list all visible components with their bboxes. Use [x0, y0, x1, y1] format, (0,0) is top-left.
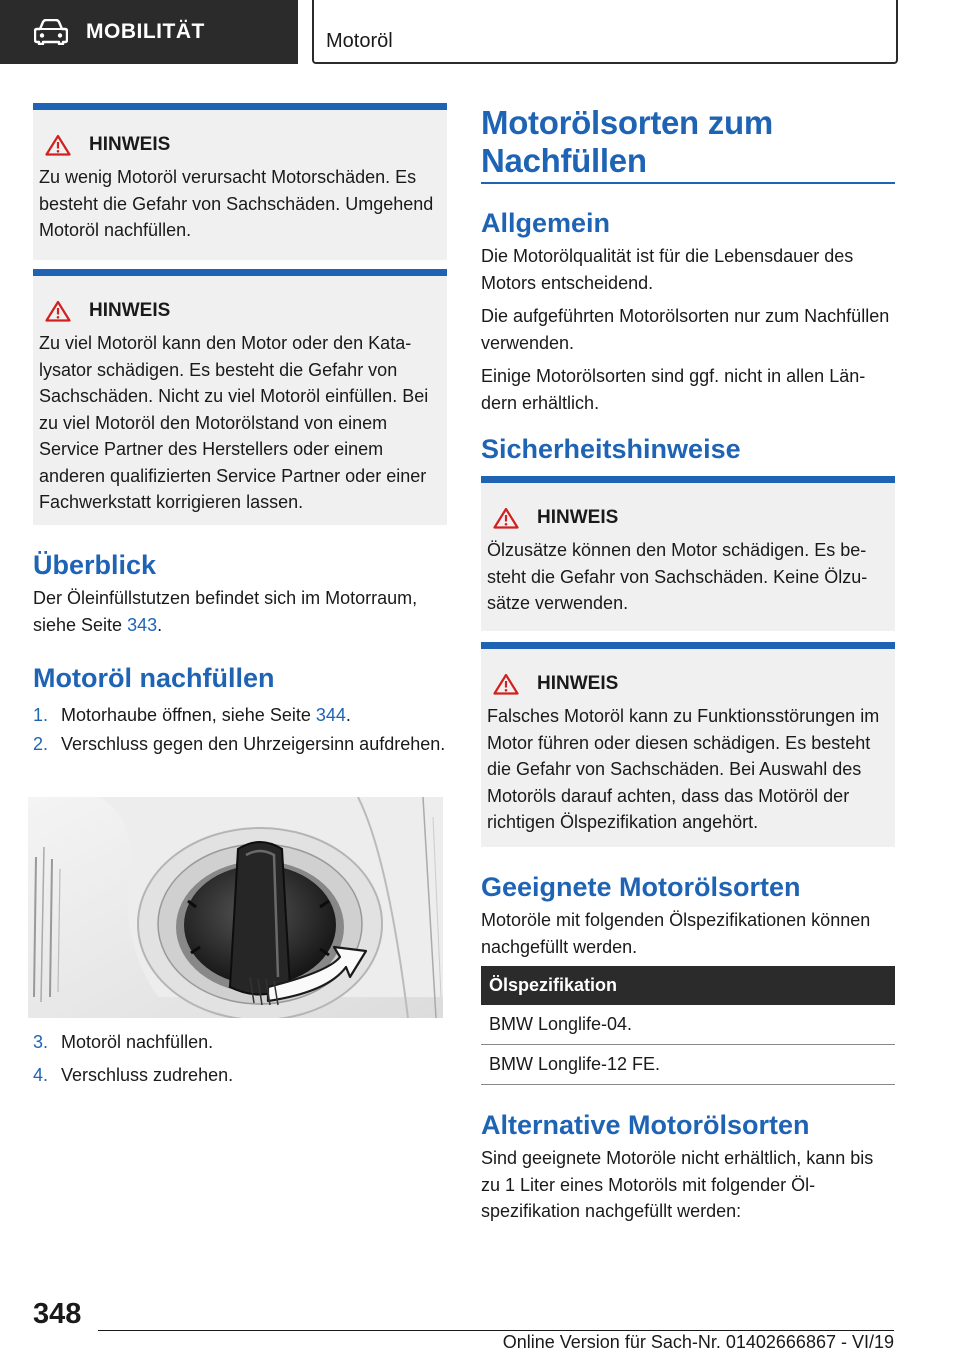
- footer-text: Online Version für Sach-Nr. 01402666867 - VI/19: [502, 1332, 894, 1352]
- footer-rule: [98, 1330, 894, 1331]
- general-heading: Allgemein: [481, 208, 611, 238]
- overview-text: Der Öleinfüllstutzen befindet sich im Motorraum, siehe Seite 343.: [33, 588, 418, 635]
- table-header: Ölspezifikation: [481, 966, 895, 1005]
- page-number: 348: [33, 1298, 82, 1330]
- warning-icon: [45, 134, 71, 156]
- alternative-heading: Alternative Motorölsorten: [481, 1110, 810, 1140]
- table-row: BMW Longlife-12 FE.: [481, 1045, 895, 1085]
- notice-text: Zu wenig Motoröl verursacht Motorschäden. Es besteht die Gefahr von Sachschäden. Umgehend Motoröl nachfüllen.: [39, 167, 434, 240]
- general-p3: Einige Motorölsorten sind ggf. nicht in allen Ländern erhältlich.: [481, 366, 866, 413]
- notice-title: HINWEIS: [89, 300, 171, 321]
- notice-box-too-much-oil: [33, 269, 447, 525]
- warning-icon: [45, 300, 71, 322]
- alternative-text: Sind geeignete Motoröle nicht erhältlich, kann bis zu 1 Liter eines Motoröls mit folgender Ölspezifikation nachgefüllt werden:: [481, 1148, 874, 1221]
- notice-text: Falsches Motoröl kann zu Funktionsstörungen im Motor führen oder diesen schädigen. Es besteht die Gefahr von Sachschäden. Bei Auswahl des Motoröls darauf achten, dass das Motöröl der richtigen Ölspezifikation angehört.: [487, 706, 880, 832]
- topic-tab[interactable]: [312, 0, 898, 64]
- step-4: 4. Verschluss zudrehen.: [33, 1064, 234, 1085]
- alternative-section: [481, 1109, 895, 1225]
- oil-filler-cap-illustration: [28, 797, 443, 1018]
- step-2: 2. Verschluss gegen den Uhrzeigersinn aufdrehen.: [33, 733, 446, 754]
- section-tab[interactable]: [0, 0, 298, 64]
- notice-title: HINWEIS: [537, 673, 619, 694]
- step-3: 3. Motoröl nachfüllen.: [33, 1032, 214, 1052]
- title-rule: [481, 182, 895, 184]
- section-label: MOBILITÄT: [86, 20, 205, 43]
- safety-heading-wrap: [481, 433, 895, 465]
- warning-icon: [493, 673, 519, 695]
- warning-icon: [493, 507, 519, 529]
- overview-section: [33, 549, 447, 638]
- notice-text: Ölzusätze können den Motor schädigen. Es besteht die Gefahr von Sachschäden. Keine Ölzusätze verwenden.: [487, 540, 868, 613]
- suitable-text: Motoröle mit folgenden Ölspezifikationen können nachgefüllt werden.: [481, 910, 871, 957]
- step-1: 1. Motorhaube öffnen, siehe Seite 344.: [33, 705, 351, 725]
- right-title-block: [481, 104, 895, 180]
- overview-heading: Überblick: [33, 550, 157, 580]
- refill-section: [33, 662, 447, 757]
- topic-label: Motoröl: [326, 30, 393, 52]
- refill-heading: Motoröl nachfüllen: [33, 663, 275, 693]
- safety-heading: Sicherheitshinweise: [481, 434, 741, 464]
- notice-title: HINWEIS: [89, 134, 171, 155]
- notice-box-wrong-oil: [481, 642, 895, 847]
- general-section: [481, 207, 895, 416]
- refill-steps-continued: [33, 1029, 447, 1088]
- notice-box-low-oil: [33, 103, 447, 260]
- notice-text: Zu viel Motoröl kann den Motor oder den Katalysator schädigen. Es besteht die Gefahr von Sachschäden. Nicht zu viel Motoröl einfüllen. Bei zu viel Motoröl den Motorölstand von einem Service Partner des Herstellers oder einem anderen qualifizierten Service Partner oder einer Fachwerkstatt korrigieren lassen.: [39, 333, 429, 512]
- suitable-section: [481, 871, 895, 960]
- page-title: Motorölsorten zum Nachfüllen: [481, 104, 773, 179]
- general-p1: Die Motorölqualität ist für die Lebensdauer des Motors entscheidend.: [481, 246, 854, 293]
- notice-title: HINWEIS: [537, 507, 619, 528]
- general-p2: Die aufgeführten Motorölsorten nur zum Nachfüllen verwenden.: [481, 306, 890, 353]
- page-link-344[interactable]: 344: [315, 705, 346, 725]
- notice-box-additives: [481, 476, 895, 631]
- suitable-heading: Geeignete Motorölsorten: [481, 872, 801, 902]
- table-row: BMW Longlife-04.: [481, 1005, 895, 1045]
- car-icon: [34, 19, 68, 45]
- page-link-343[interactable]: 343: [127, 614, 158, 635]
